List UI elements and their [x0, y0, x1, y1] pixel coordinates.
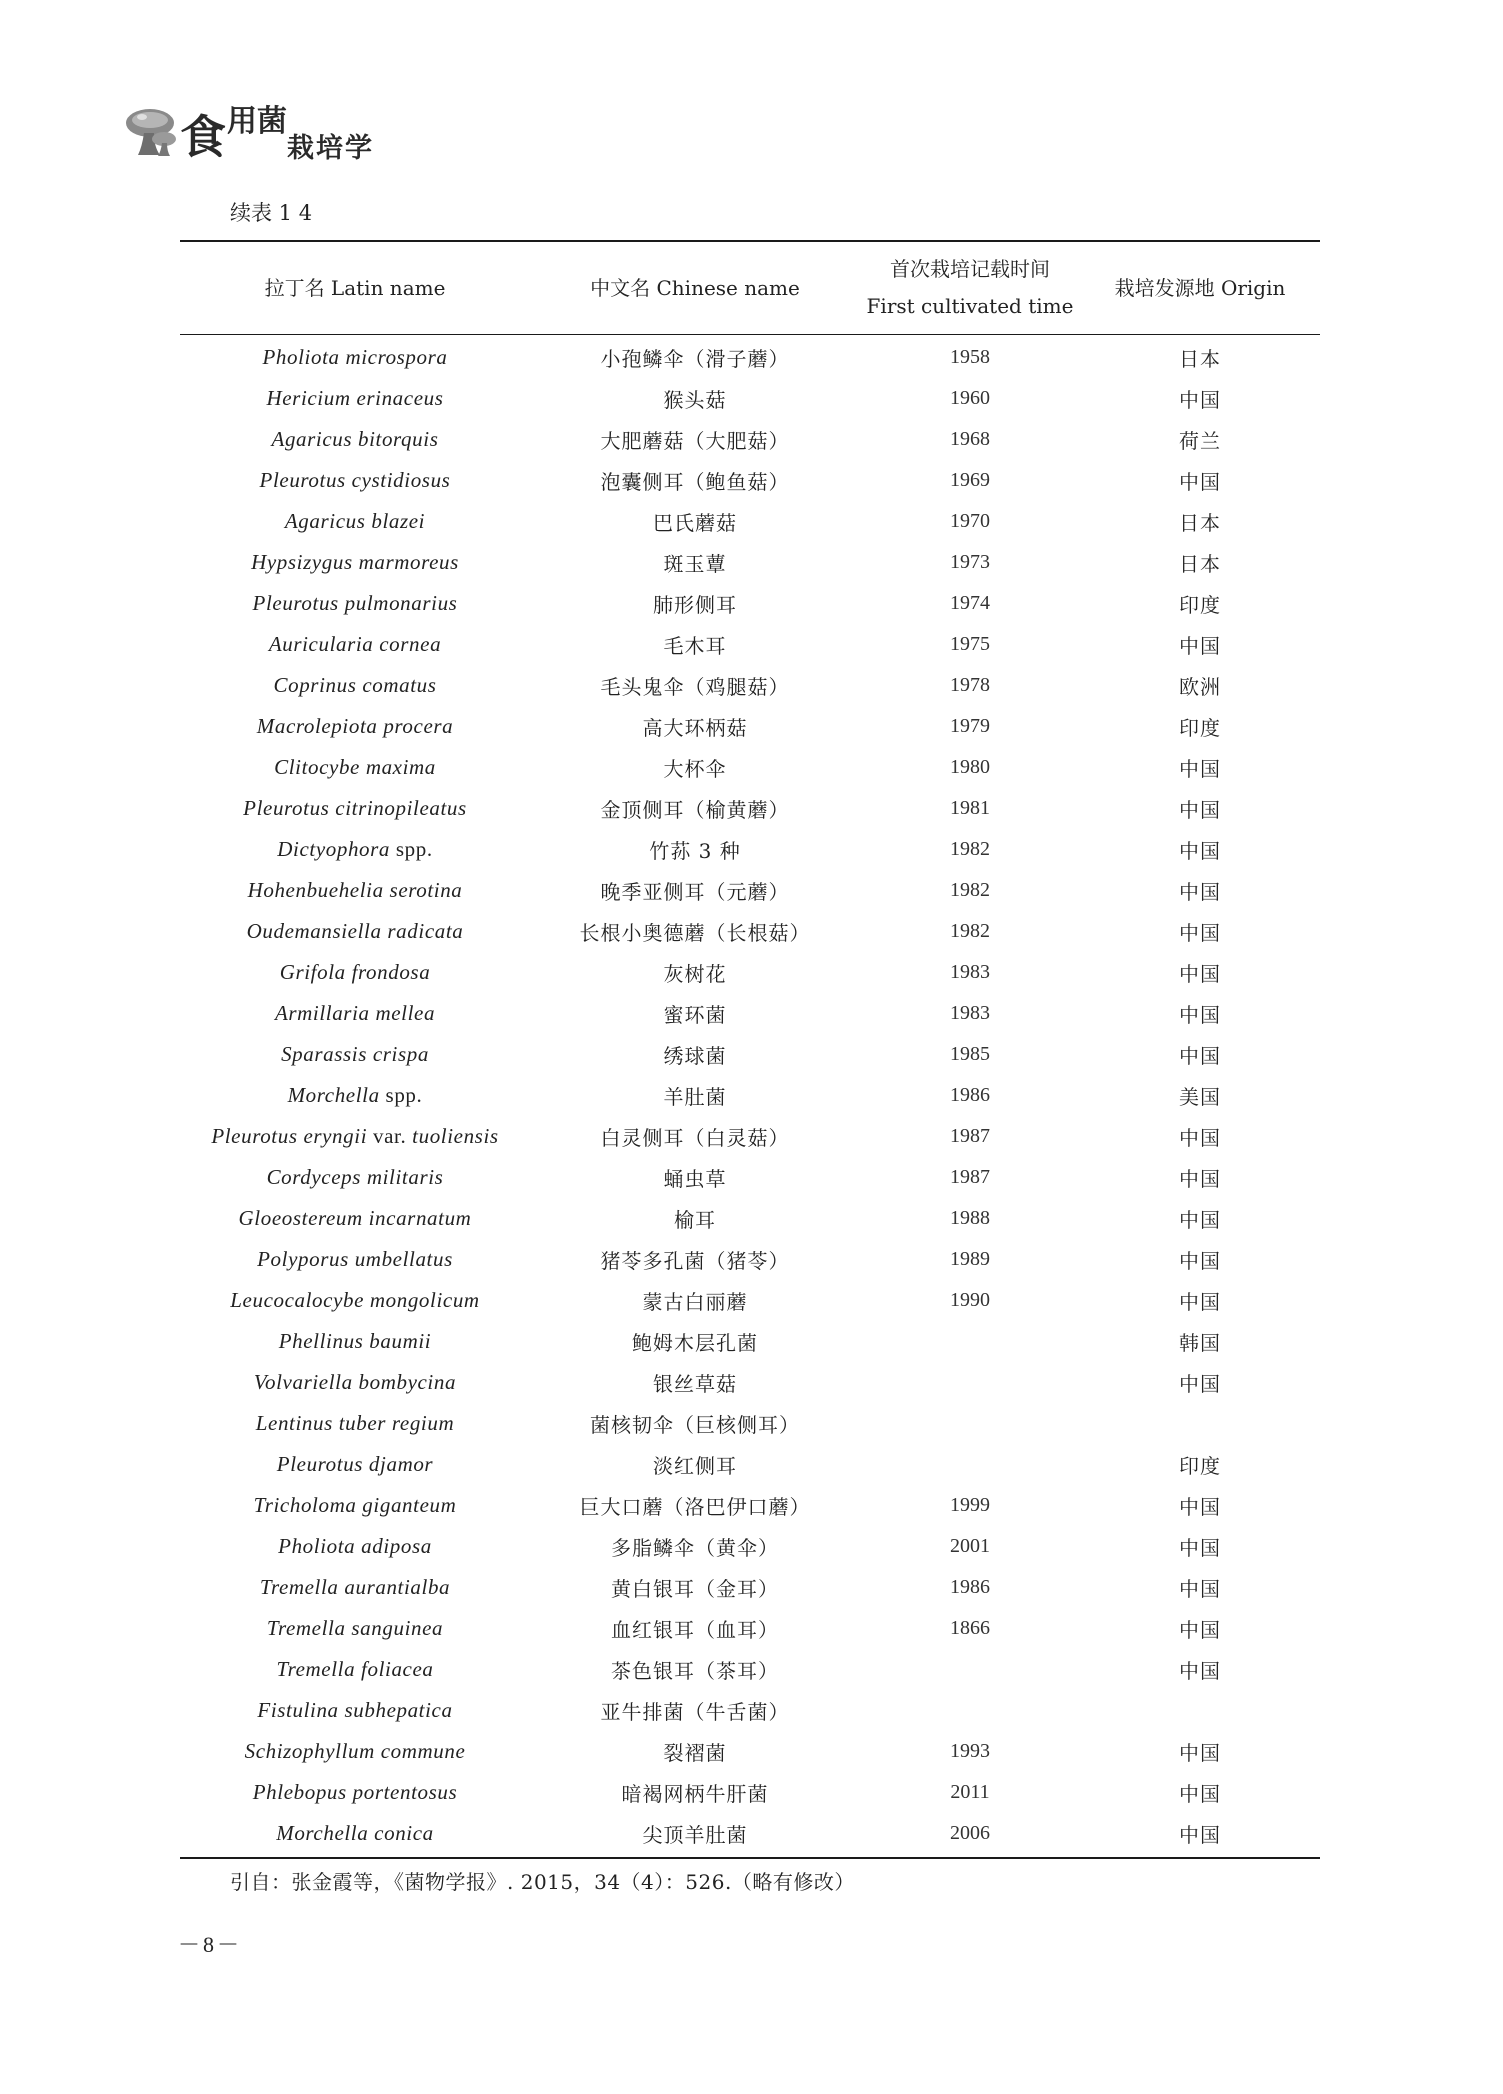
latin-name-text: Pholiota adiposa [278, 1534, 432, 1558]
table-row [180, 1731, 1320, 1772]
cell-latin-name [180, 1124, 530, 1149]
table-row [180, 1075, 1320, 1116]
cell-first-cultivated-year: 1978 [950, 674, 990, 696]
cell-chinese-name: 尖顶羊肚菌 [642, 1823, 748, 1847]
cell-origin: 中国 [1179, 921, 1221, 945]
table-row [180, 911, 1320, 952]
cultivation-table [180, 240, 1320, 1859]
latin-name-text: Hypsizygus marmoreus [251, 550, 459, 574]
table-row [180, 1813, 1320, 1854]
source-note: 引自：张金霞等，《菌物学报》. 2015，34（4）：526.（略有修改） [230, 1870, 855, 1894]
table-row [180, 1280, 1320, 1321]
table-row [180, 1198, 1320, 1239]
table-row [180, 1485, 1320, 1526]
latin-name-text: Agaricus bitorquis [271, 427, 439, 451]
latin-name-text: Dictyophora [277, 837, 391, 861]
cell-latin-name [180, 878, 530, 903]
cell-latin-name [180, 960, 530, 985]
cell-chinese-name: 银丝草菇 [653, 1372, 737, 1396]
cell-latin-name [180, 919, 530, 944]
latin-name-text: Morchella [287, 1083, 380, 1107]
cell-latin-name [180, 1042, 530, 1067]
latin-name-text: Phellinus baumii [278, 1329, 432, 1353]
cell-chinese-name: 菌核韧伞（巨核侧耳） [590, 1413, 800, 1437]
cell-latin-name [180, 837, 530, 862]
header-time-en: First cultivated time [866, 294, 1074, 318]
table-row [180, 1034, 1320, 1075]
cell-first-cultivated-year: 1866 [950, 1617, 990, 1639]
cell-chinese-name: 肺形侧耳 [653, 593, 737, 617]
cell-chinese-name: 毛木耳 [663, 634, 727, 658]
cell-chinese-name: 蒙古白丽蘑 [642, 1290, 748, 1314]
cell-chinese-name: 竹荪 3 种 [649, 839, 741, 863]
cell-origin: 中国 [1179, 470, 1221, 494]
cell-origin: 中国 [1179, 1741, 1221, 1765]
table-row [180, 952, 1320, 993]
cell-first-cultivated-year: 1993 [950, 1740, 990, 1762]
cell-first-cultivated-year: 1975 [950, 633, 990, 655]
latin-name-text: Hericium erinaceus [266, 386, 444, 410]
table-row [180, 1239, 1320, 1280]
cell-origin: 中国 [1179, 1495, 1221, 1519]
table-row [180, 624, 1320, 665]
book-title-small: 栽培学 [287, 133, 374, 164]
cell-origin: 印度 [1179, 593, 1221, 617]
latin-name-text: Pholiota microspora [262, 345, 448, 369]
latin-name-text: Leucocalocybe mongolicum [230, 1288, 480, 1312]
cell-latin-name [180, 755, 530, 780]
cell-origin: 中国 [1179, 1249, 1221, 1273]
cell-latin-name [180, 1329, 530, 1354]
cell-chinese-name: 巴氏蘑菇 [653, 511, 737, 535]
latin-name-text: Oudemansiella radicata [246, 919, 464, 943]
cell-origin: 荷兰 [1179, 429, 1221, 453]
latin-name-text: Pleurotus pulmonarius [252, 591, 458, 615]
table-row [180, 419, 1320, 460]
cell-chinese-name: 金顶侧耳（榆黄蘑） [600, 798, 790, 822]
table-row [180, 1608, 1320, 1649]
latin-name-text: Agaricus blazei [284, 509, 426, 533]
table-row [180, 1362, 1320, 1403]
cell-latin-name [180, 1821, 530, 1846]
cell-chinese-name: 亚牛排菌（牛舌菌） [600, 1700, 790, 1724]
cell-origin: 韩国 [1179, 1331, 1221, 1355]
table-row [180, 1321, 1320, 1362]
latin-name-text: Pleurotus djamor [276, 1452, 434, 1476]
latin-name-text: Schizophyllum commune [244, 1739, 466, 1763]
cell-first-cultivated-year: 1968 [950, 428, 990, 450]
table-row [180, 1567, 1320, 1608]
cell-origin: 中国 [1179, 1536, 1221, 1560]
table-row [180, 706, 1320, 747]
cell-origin: 中国 [1179, 1372, 1221, 1396]
table-row [180, 1157, 1320, 1198]
latin-name-text: Macrolepiota procera [256, 714, 454, 738]
cell-first-cultivated-year: 1989 [950, 1248, 990, 1270]
cell-latin-name [180, 386, 530, 411]
cell-latin-name [180, 1411, 530, 1436]
latin-name-text: Pleurotus cystidiosus [259, 468, 451, 492]
cell-first-cultivated-year: 2006 [950, 1822, 990, 1844]
cell-origin: 中国 [1179, 1659, 1221, 1683]
cell-chinese-name: 淡红侧耳 [653, 1454, 737, 1478]
cell-latin-name [180, 468, 530, 493]
cell-latin-name [180, 550, 530, 575]
cell-latin-name [180, 1370, 530, 1395]
cell-origin: 日本 [1179, 347, 1221, 371]
cell-first-cultivated-year: 1987 [950, 1166, 990, 1188]
cell-origin: 印度 [1179, 716, 1221, 740]
cell-chinese-name: 榆耳 [674, 1208, 716, 1232]
cell-chinese-name: 血红银耳（血耳） [611, 1618, 779, 1642]
cell-chinese-name: 灰树花 [663, 962, 727, 986]
cell-first-cultivated-year: 1981 [950, 797, 990, 819]
cell-latin-name [180, 1575, 530, 1600]
cell-origin: 中国 [1179, 1782, 1221, 1806]
latin-name-text: Sparassis crispa [281, 1042, 429, 1066]
cell-chinese-name: 泡囊侧耳（鲍鱼菇） [600, 470, 790, 494]
cell-origin: 中国 [1179, 1003, 1221, 1027]
cell-first-cultivated-year: 1980 [950, 756, 990, 778]
cell-latin-name [180, 1698, 530, 1723]
cell-latin-name [180, 427, 530, 452]
cell-origin: 中国 [1179, 1126, 1221, 1150]
cell-chinese-name: 暗褐网柄牛肝菌 [621, 1782, 769, 1806]
cell-origin: 中国 [1179, 757, 1221, 781]
cell-first-cultivated-year: 1986 [950, 1084, 990, 1106]
cell-first-cultivated-year: 1982 [950, 838, 990, 860]
running-head [120, 95, 440, 165]
latin-name-text: Phlebopus portentosus [252, 1780, 458, 1804]
cell-first-cultivated-year: 1983 [950, 961, 990, 983]
header-chinese-name: 中文名 Chinese name [590, 275, 800, 300]
cell-latin-name [180, 1247, 530, 1272]
latin-name-text: Morchella conica [276, 1821, 434, 1845]
cell-chinese-name: 巨大口蘑（洛巴伊口蘑） [579, 1495, 811, 1519]
cell-origin: 中国 [1179, 1044, 1221, 1068]
table-row [180, 378, 1320, 419]
cell-first-cultivated-year: 1982 [950, 920, 990, 942]
table-row [180, 1403, 1320, 1444]
cell-first-cultivated-year: 1986 [950, 1576, 990, 1598]
cell-chinese-name: 茶色银耳（茶耳） [611, 1659, 779, 1683]
cell-latin-name [180, 1206, 530, 1231]
latin-name-text: Pleurotus citrinopileatus [243, 796, 467, 820]
table-row [180, 460, 1320, 501]
header-origin: 栽培发源地 Origin [1114, 275, 1286, 300]
cell-latin-name [180, 1493, 530, 1518]
book-title-mid: 用菌 [227, 104, 287, 139]
cell-latin-name [180, 345, 530, 370]
cell-chinese-name: 白灵侧耳（白灵菇） [600, 1126, 790, 1150]
cell-latin-name [180, 1657, 530, 1682]
cell-latin-name [180, 1288, 530, 1313]
table-row [180, 1116, 1320, 1157]
cell-latin-name [180, 1452, 530, 1477]
cell-first-cultivated-year: 1973 [950, 551, 990, 573]
cell-chinese-name: 毛头鬼伞（鸡腿菇） [600, 675, 790, 699]
cell-chinese-name: 高大环柄菇 [642, 716, 748, 740]
cell-latin-name [180, 1001, 530, 1026]
cell-chinese-name: 黄白银耳（金耳） [611, 1577, 779, 1601]
cell-chinese-name: 多脂鳞伞（黄伞） [611, 1536, 779, 1560]
latin-name-text: Coprinus comatus [273, 673, 437, 697]
cell-chinese-name: 羊肚菌 [663, 1085, 727, 1109]
latin-name-text: Fistulina subhepatica [257, 1698, 453, 1722]
cell-first-cultivated-year: 2001 [950, 1535, 990, 1557]
cell-chinese-name: 猴头菇 [663, 388, 727, 412]
table-row [180, 583, 1320, 624]
cell-origin: 中国 [1179, 388, 1221, 412]
cell-first-cultivated-year: 1985 [950, 1043, 990, 1065]
cell-chinese-name: 裂褶菌 [663, 1741, 727, 1765]
cell-first-cultivated-year: 1982 [950, 879, 990, 901]
latin-name-text: Volvariella bombycina [253, 1370, 457, 1394]
cell-chinese-name: 大杯伞 [663, 757, 727, 781]
table-header-row [180, 242, 1320, 334]
cell-chinese-name: 鲍姆木层孔菌 [632, 1331, 758, 1355]
cell-origin: 印度 [1179, 1454, 1221, 1478]
table-row [180, 542, 1320, 583]
table-row [180, 1649, 1320, 1690]
cell-origin: 中国 [1179, 1577, 1221, 1601]
latin-name-text: Gloeostereum incarnatum [238, 1206, 472, 1230]
latin-name-text: Cordyceps militaris [266, 1165, 444, 1189]
header-time-cn: 首次栽培记载时间 [890, 257, 1050, 281]
table-row [180, 788, 1320, 829]
cell-chinese-name: 猪苓多孔菌（猪苓） [600, 1249, 790, 1273]
table-row [180, 1526, 1320, 1567]
table-caption: 续表 1 4 [230, 201, 313, 225]
cell-first-cultivated-year: 1960 [950, 387, 990, 409]
latin-name-suffix: spp. [379, 1083, 423, 1107]
latin-name-text: Pleurotus eryngii [211, 1124, 368, 1148]
cell-latin-name [180, 1534, 530, 1559]
cell-latin-name [180, 1165, 530, 1190]
cell-chinese-name: 蛹虫草 [663, 1167, 727, 1191]
latin-name-variety: tuoliensis [412, 1124, 499, 1148]
cell-first-cultivated-year: 1987 [950, 1125, 990, 1147]
table-row [180, 665, 1320, 706]
latin-name-text: Tricholoma giganteum [253, 1493, 457, 1517]
cell-origin: 中国 [1179, 1208, 1221, 1232]
table-row [180, 870, 1320, 911]
latin-name-text: Polyporus umbellatus [257, 1247, 453, 1271]
cell-chinese-name: 小孢鳞伞（滑子蘑） [600, 347, 790, 371]
cell-chinese-name: 晚季亚侧耳（元蘑） [600, 880, 790, 904]
cell-origin: 中国 [1179, 962, 1221, 986]
cell-origin: 日本 [1179, 511, 1221, 535]
table-body [180, 335, 1320, 1857]
cell-origin: 中国 [1179, 798, 1221, 822]
book-title [180, 101, 374, 167]
table-row [180, 1690, 1320, 1731]
cell-origin: 中国 [1179, 634, 1221, 658]
cell-origin: 中国 [1179, 1823, 1221, 1847]
cell-chinese-name: 长根小奥德蘑（长根菇） [579, 921, 811, 945]
latin-name-text: Tremella foliacea [276, 1657, 434, 1681]
cell-first-cultivated-year: 1983 [950, 1002, 990, 1024]
table-row [180, 501, 1320, 542]
cell-origin: 中国 [1179, 839, 1221, 863]
cell-latin-name [180, 796, 530, 821]
latin-name-text: Armillaria mellea [274, 1001, 436, 1025]
cell-first-cultivated-year: 1970 [950, 510, 990, 532]
table-row [180, 1444, 1320, 1485]
cell-latin-name [180, 714, 530, 739]
latin-name-text: Clitocybe maxima [274, 755, 436, 779]
page-number: －8－ [178, 1932, 243, 1957]
cell-chinese-name: 大肥蘑菇（大肥菇） [600, 429, 790, 453]
cell-latin-name [180, 673, 530, 698]
latin-name-suffix: spp. [390, 837, 433, 861]
cell-latin-name [180, 632, 530, 657]
cell-chinese-name: 蜜环菌 [663, 1003, 727, 1027]
cell-origin: 中国 [1179, 1290, 1221, 1314]
cell-origin: 中国 [1179, 1618, 1221, 1642]
table-row [180, 1772, 1320, 1813]
cell-latin-name [180, 1083, 530, 1108]
latin-name-text: Auricularia cornea [268, 632, 442, 656]
cell-latin-name [180, 1739, 530, 1764]
cell-latin-name [180, 1616, 530, 1641]
cell-latin-name [180, 1780, 530, 1805]
cell-first-cultivated-year: 1988 [950, 1207, 990, 1229]
latin-name-variety-marker: var. [367, 1124, 413, 1148]
cell-origin: 中国 [1179, 880, 1221, 904]
cell-chinese-name: 斑玉蕈 [663, 552, 727, 576]
latin-name-text: Hohenbuehelia serotina [247, 878, 463, 902]
latin-name-text: Grifola frondosa [279, 960, 431, 984]
latin-name-text: Tremella aurantialba [259, 1575, 451, 1599]
table-bottom-rule [180, 1857, 1320, 1859]
cell-first-cultivated-year: 1974 [950, 592, 990, 614]
book-title-big: 食 [180, 110, 227, 164]
cell-latin-name [180, 591, 530, 616]
table-row [180, 829, 1320, 870]
cell-origin: 美国 [1179, 1085, 1221, 1109]
header-first-cultivated-time [860, 251, 1080, 325]
header-latin-name: 拉丁名 Latin name [264, 275, 446, 300]
cell-chinese-name: 绣球菌 [663, 1044, 727, 1068]
cell-origin: 日本 [1179, 552, 1221, 576]
cell-latin-name [180, 509, 530, 534]
cell-origin: 欧洲 [1179, 675, 1221, 699]
mushroom-logo-icon [120, 99, 182, 161]
cell-first-cultivated-year: 2011 [950, 1781, 990, 1803]
latin-name-text: Lentinus tuber regium [255, 1411, 455, 1435]
cell-first-cultivated-year: 1958 [950, 346, 990, 368]
cell-origin: 中国 [1179, 1167, 1221, 1191]
cell-first-cultivated-year: 1990 [950, 1289, 990, 1311]
table-row [180, 993, 1320, 1034]
latin-name-text: Tremella sanguinea [266, 1616, 444, 1640]
cell-first-cultivated-year: 1969 [950, 469, 990, 491]
cell-first-cultivated-year: 1979 [950, 715, 990, 737]
cell-first-cultivated-year: 1999 [950, 1494, 990, 1516]
table-row [180, 747, 1320, 788]
table-row [180, 337, 1320, 378]
